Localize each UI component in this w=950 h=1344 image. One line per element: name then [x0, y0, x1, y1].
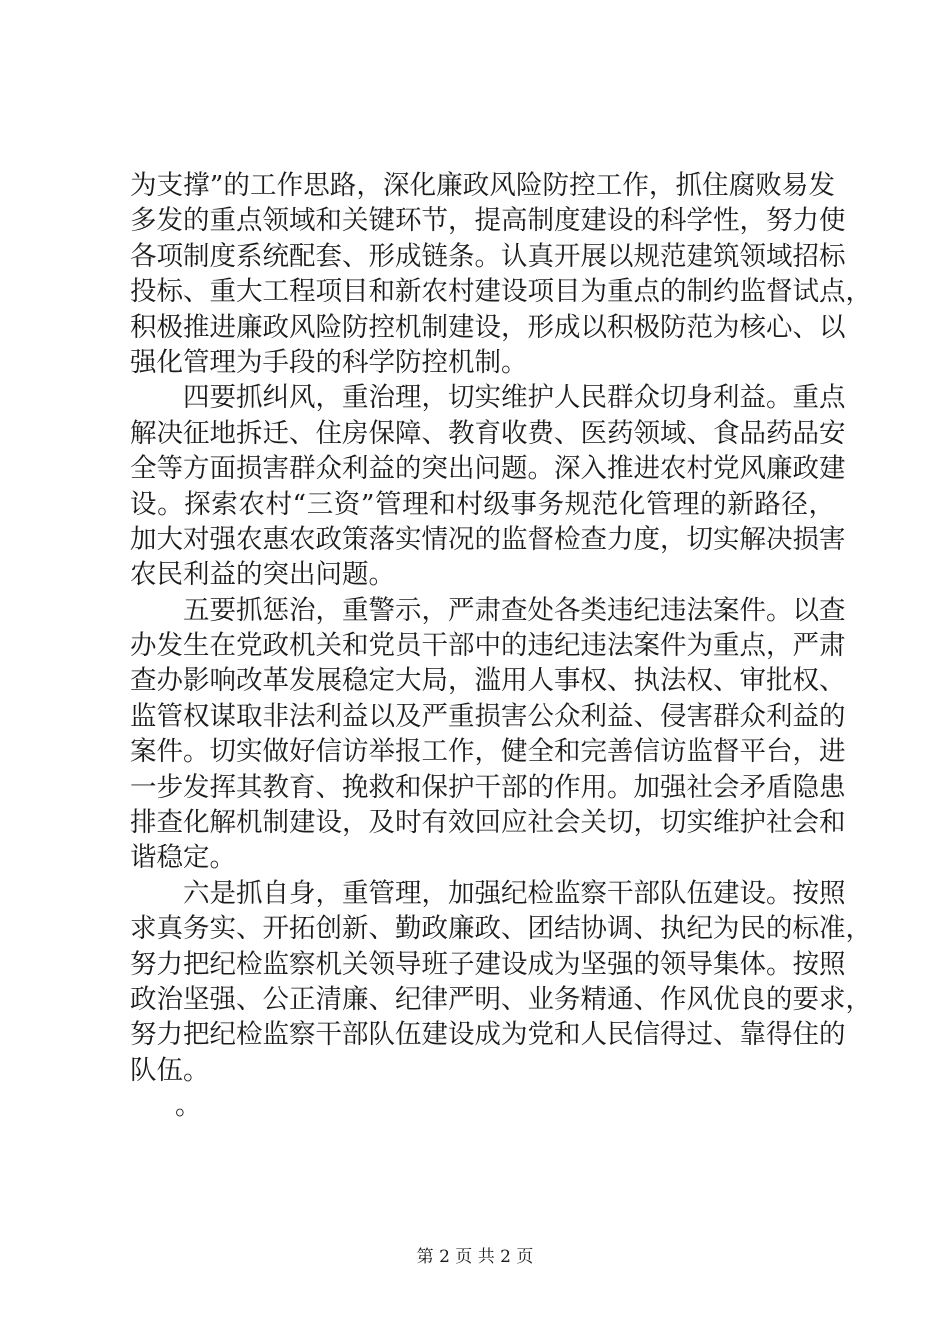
- text-line: 投标、重大工程项目和新农村建设项目为重点的制约监督试点，: [130, 276, 872, 308]
- text-line: 设。探索农村“三资”管理和村级事务规范化管理的新路径，: [130, 488, 835, 520]
- text-line: 队伍。: [130, 1054, 210, 1086]
- text-line: 加大对强农惠农政策落实情况的监督检查力度，切实解决损害: [130, 523, 846, 555]
- page-footer: 第 2 页 共 2 页: [416, 1247, 534, 1267]
- text-line: 。: [175, 1090, 202, 1122]
- text-line: 监管权谋取非法利益以及严重损害公众利益、侵害群众利益的: [130, 700, 846, 732]
- text-line: 政治坚强、公正清廉、纪律严明、业务精通、作风优良的要求，: [130, 983, 872, 1015]
- text-line: 案件。切实做好信访举报工作，健全和完善信访监督平台，进: [130, 736, 846, 768]
- text-line: 五要抓惩治，重警示，严肃查处各类违纪违法案件。以查: [183, 594, 846, 626]
- text-line: 办发生在党政机关和党员干部中的违纪违法案件为重点，严肃: [130, 630, 846, 662]
- text-line: 全等方面损害群众利益的突出问题。深入推进农村党风廉政建: [130, 453, 846, 485]
- text-line: 排查化解机制建设，及时有效回应社会关切，切实维护社会和: [130, 807, 846, 839]
- text-line: 农民利益的突出问题。: [130, 559, 395, 591]
- text-line: 为支撑”的工作思路，深化廉政风险防控工作，抓住腐败易发: [130, 170, 835, 201]
- text-line: 四要抓纠风，重治理，切实维护人民群众切身利益。重点: [183, 382, 846, 414]
- text-line: 谐稳定。: [130, 842, 236, 874]
- text-line: 解决征地拆迁、住房保障、教育收费、医药领域、食品药品安: [130, 417, 846, 449]
- text-line: 多发的重点领域和关键环节，提高制度建设的科学性，努力使: [130, 205, 846, 237]
- text-line: 各项制度系统配套、形成链条。认真开展以规范建筑领域招标: [130, 240, 846, 272]
- text-line: 六是抓自身，重管理，加强纪检监察干部队伍建设。按照: [183, 877, 846, 909]
- text-line: 努力把纪检监察干部队伍建设成为党和人民信得过、靠得住的: [130, 1019, 846, 1051]
- text-line: 求真务实、开拓创新、勤政廉政、团结协调、执纪为民的标准，: [130, 913, 872, 945]
- text-line: 积极推进廉政风险防控机制建设，形成以积极防范为核心、以: [130, 311, 846, 343]
- document-body: [130, 168, 872, 1124]
- text-line: 查办影响改革发展稳定大局，滥用人事权、执法权、审批权、: [130, 665, 846, 697]
- text-line: 努力把纪检监察机关领导班子建设成为坚强的领导集体。按照: [130, 948, 846, 980]
- text-line: 强化管理为手段的科学防控机制。: [130, 346, 528, 378]
- text-line: 一步发挥其教育、挽救和保护干部的作用。加强社会矛盾隐患: [130, 771, 846, 803]
